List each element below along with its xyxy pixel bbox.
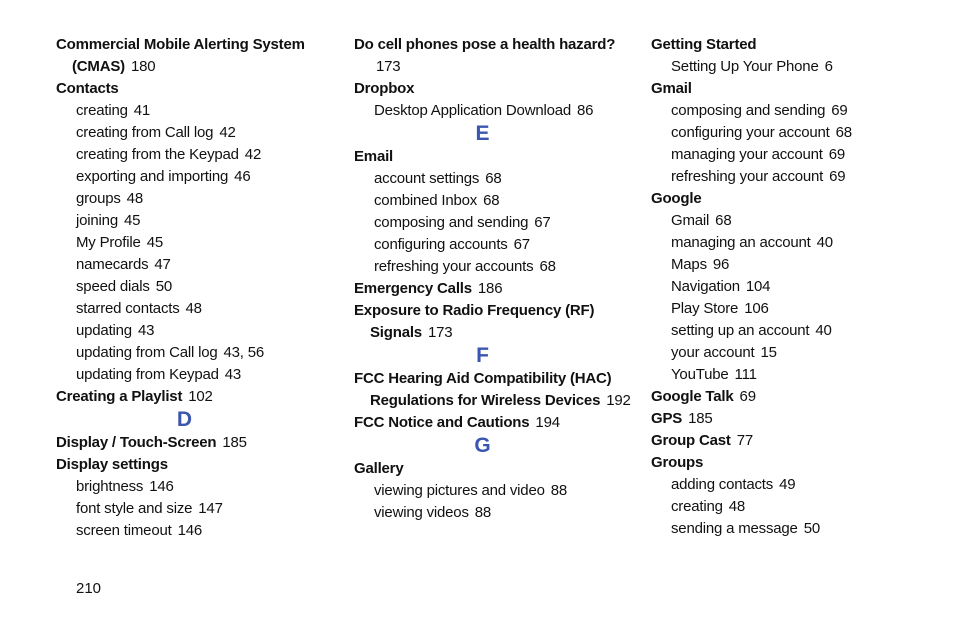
index-subterm <box>56 276 346 298</box>
index-subterm-text: Maps <box>671 256 707 273</box>
page-reference: 96 <box>712 256 730 273</box>
index-subterm-text: adding contacts <box>671 476 774 493</box>
index-subterm <box>651 122 941 144</box>
index-column-1 <box>56 34 346 542</box>
index-term <box>56 78 346 100</box>
page-reference: 180 <box>130 58 156 75</box>
page-reference: 45 <box>123 212 141 229</box>
index-subterm <box>651 254 941 276</box>
index-subterm <box>354 480 644 502</box>
page-reference: 48 <box>185 300 202 317</box>
index-term <box>354 412 644 434</box>
page-reference: 77 <box>736 432 753 449</box>
page-reference: 68 <box>835 124 852 141</box>
index-term-text: FCC Hearing Aid Compatibility (HAC) Regulations for Wireless Devices <box>354 370 612 409</box>
index-subterm-text: exporting and importing <box>76 168 229 185</box>
index-subterm-text: creating <box>671 498 723 515</box>
page-reference: 104 <box>745 278 771 295</box>
index-term <box>651 452 941 474</box>
page-reference: 69 <box>828 146 846 163</box>
index-term <box>56 432 346 454</box>
page-reference: 185 <box>222 434 247 451</box>
index-column-2 <box>354 34 644 524</box>
index-subterm-text: managing an account <box>671 234 811 251</box>
index-term-text: Group Cast <box>651 432 731 449</box>
index-term <box>354 300 644 344</box>
index-subterm <box>56 122 346 144</box>
index-subterm <box>56 144 346 166</box>
page-reference: 42 <box>219 124 236 141</box>
page-reference: 88 <box>474 504 492 521</box>
index-term-text: Dropbox <box>354 80 415 97</box>
page-reference: 106 <box>744 300 769 317</box>
index-subterm <box>651 298 941 320</box>
index-term-text: Display / Touch-Screen <box>56 434 217 451</box>
index-column-3 <box>651 34 941 540</box>
index-subterm-text: setting up an account <box>671 322 810 339</box>
index-term <box>354 78 644 100</box>
index-subterm <box>56 364 346 386</box>
page-reference: 69 <box>739 388 756 405</box>
index-subterm <box>651 210 941 232</box>
page-reference: 146 <box>149 478 174 495</box>
index-subterm-text: creating from Call log <box>76 124 214 141</box>
index-subterm-text: combined Inbox <box>374 192 478 209</box>
index-subterm-text: composing and sending <box>374 214 529 231</box>
page-reference: 68 <box>483 192 500 209</box>
index-subterm <box>354 190 644 212</box>
index-subterm <box>354 168 644 190</box>
index-subterm <box>651 100 941 122</box>
index-term-text: Commercial Mobile Alerting System (CMAS) <box>56 36 305 75</box>
index-term <box>354 34 644 78</box>
index-subterm <box>354 212 644 234</box>
index-subterm-text: joining <box>76 212 118 229</box>
index-term <box>354 146 644 168</box>
page-reference: 48 <box>728 498 746 515</box>
index-subterm-text: font style and size <box>76 500 193 517</box>
index-subterm <box>651 496 941 518</box>
index-subterm-text: creating from the Keypad <box>76 146 239 163</box>
index-subterm <box>56 254 346 276</box>
page-reference: 86 <box>577 102 594 119</box>
page-reference: 43, 56 <box>223 344 265 361</box>
index-subterm <box>651 364 941 386</box>
index-subterm-text: groups <box>76 190 121 207</box>
page-reference: 46 <box>234 168 251 185</box>
section-letter: E <box>475 122 490 145</box>
page-reference: 43 <box>224 366 242 383</box>
index-term <box>56 454 346 476</box>
page-reference: 49 <box>779 476 796 493</box>
index-subterm <box>56 520 346 542</box>
index-subterm <box>651 342 941 364</box>
index-term-text: Google <box>651 190 702 207</box>
index-subterm-text: Gmail <box>671 212 710 229</box>
index-term-text: Getting Started <box>651 36 757 53</box>
index-subterm-text: starred contacts <box>76 300 180 317</box>
index-term-text: Gmail <box>651 80 692 97</box>
index-subterm-text: updating from Keypad <box>76 366 219 383</box>
index-term-text: Contacts <box>56 80 119 97</box>
page-reference: 173 <box>376 58 401 75</box>
index-subterm-text: viewing pictures and video <box>374 482 545 499</box>
index-subterm-text: configuring accounts <box>374 236 508 253</box>
page-reference: 67 <box>513 236 530 253</box>
page-number: 210 <box>76 580 102 597</box>
index-subterm <box>56 342 346 364</box>
index-subterm <box>56 476 346 498</box>
index-subterm <box>354 100 644 122</box>
page-reference: 47 <box>154 256 171 273</box>
section-letter: G <box>474 434 491 457</box>
index-subterm-text: Desktop Application Download <box>374 102 572 119</box>
index-subterm-text: brightness <box>76 478 144 495</box>
index-term-text: Emergency Calls <box>354 280 472 297</box>
index-subterm <box>651 474 941 496</box>
index-subterm-text: namecards <box>76 256 149 273</box>
index-term-text: Google Talk <box>651 388 734 405</box>
section-letter: F <box>476 344 489 367</box>
page-reference: 68 <box>715 212 732 229</box>
index-term <box>651 34 941 56</box>
index-subterm <box>56 100 346 122</box>
index-term-text: Exposure to Radio Frequency (RF) Signals <box>354 302 595 341</box>
index-subterm <box>651 518 941 540</box>
page-reference: 50 <box>155 278 172 295</box>
index-subterm-text: managing your account <box>671 146 823 163</box>
page-reference: 69 <box>829 168 846 185</box>
index-term <box>56 386 346 408</box>
page-reference: 67 <box>534 214 551 231</box>
index-term-text: Groups <box>651 454 704 471</box>
index-subterm-text: creating <box>76 102 128 119</box>
index-subterm <box>56 320 346 342</box>
page-reference: 68 <box>539 258 556 275</box>
index-subterm-text: Setting Up Your Phone <box>671 58 819 75</box>
page-reference: 15 <box>760 344 777 361</box>
index-subterm-text: Navigation <box>671 278 740 295</box>
index-term <box>651 430 941 452</box>
index-term <box>651 188 941 210</box>
index-subterm <box>56 498 346 520</box>
index-subterm <box>651 320 941 342</box>
page-reference: 102 <box>188 388 213 405</box>
section-letter: D <box>176 408 193 431</box>
index-term <box>354 368 644 412</box>
index-subterm <box>56 298 346 320</box>
index-subterm-text: composing and sending <box>671 102 826 119</box>
page-reference: 40 <box>816 234 833 251</box>
page-reference: 173 <box>427 324 453 341</box>
index-term-text: Do cell phones pose a health hazard? <box>354 36 616 53</box>
page-reference: 40 <box>815 322 832 339</box>
page-reference: 88 <box>550 482 568 499</box>
index-term <box>354 278 644 300</box>
page-reference: 45 <box>146 234 163 251</box>
index-subterm <box>651 56 941 78</box>
page-reference: 68 <box>485 170 502 187</box>
index-term <box>354 458 644 480</box>
index-subterm-text: updating from Call log <box>76 344 218 361</box>
page-reference: 69 <box>831 102 848 119</box>
index-subterm <box>56 166 346 188</box>
page-reference: 194 <box>535 414 560 431</box>
index-term-text: Gallery <box>354 460 404 477</box>
index-term <box>56 34 346 78</box>
index-term <box>651 386 941 408</box>
page-reference: 186 <box>477 280 503 297</box>
index-subterm <box>651 232 941 254</box>
index-subterm <box>354 256 644 278</box>
index-subterm-text: updating <box>76 322 132 339</box>
index-term-text: FCC Notice and Cautions <box>354 414 530 431</box>
index-subterm <box>651 144 941 166</box>
index-subterm-text: refreshing your account <box>671 168 824 185</box>
index-subterm-text: Play Store <box>671 300 739 317</box>
page-reference: 192 <box>606 392 631 409</box>
index-subterm-text: YouTube <box>671 366 729 383</box>
page-reference: 185 <box>688 410 713 427</box>
page-reference: 50 <box>803 520 820 537</box>
index-subterm-text: configuring your account <box>671 124 830 141</box>
index-term-text: GPS <box>651 410 683 427</box>
index-subterm <box>651 166 941 188</box>
page-reference: 6 <box>824 58 833 75</box>
index-term-text: Email <box>354 148 394 165</box>
index-subterm <box>354 502 644 524</box>
page-reference: 41 <box>133 102 151 119</box>
page-reference: 43 <box>137 322 155 339</box>
index-subterm <box>56 188 346 210</box>
index-subterm-text: your account <box>671 344 755 361</box>
page-reference: 48 <box>126 190 143 207</box>
index-subterm-text: refreshing your accounts <box>374 258 534 275</box>
index-term-text: Display settings <box>56 456 168 473</box>
page-reference: 111 <box>734 366 757 383</box>
index-term <box>651 408 941 430</box>
page-reference: 146 <box>177 522 203 539</box>
index-subterm-text: screen timeout <box>76 522 172 539</box>
page-reference: 42 <box>244 146 262 163</box>
index-subterm-text: account settings <box>374 170 480 187</box>
index-term-text: Creating a Playlist <box>56 388 183 405</box>
index-subterm-text: viewing videos <box>374 504 469 521</box>
page-reference: 147 <box>198 500 223 517</box>
index-subterm <box>56 210 346 232</box>
index-subterm-text: sending a message <box>671 520 798 537</box>
index-term <box>651 78 941 100</box>
index-subterm <box>651 276 941 298</box>
index-subterm-text: speed dials <box>76 278 150 295</box>
index-subterm-text: My Profile <box>76 234 141 251</box>
index-subterm <box>354 234 644 256</box>
index-subterm <box>56 232 346 254</box>
